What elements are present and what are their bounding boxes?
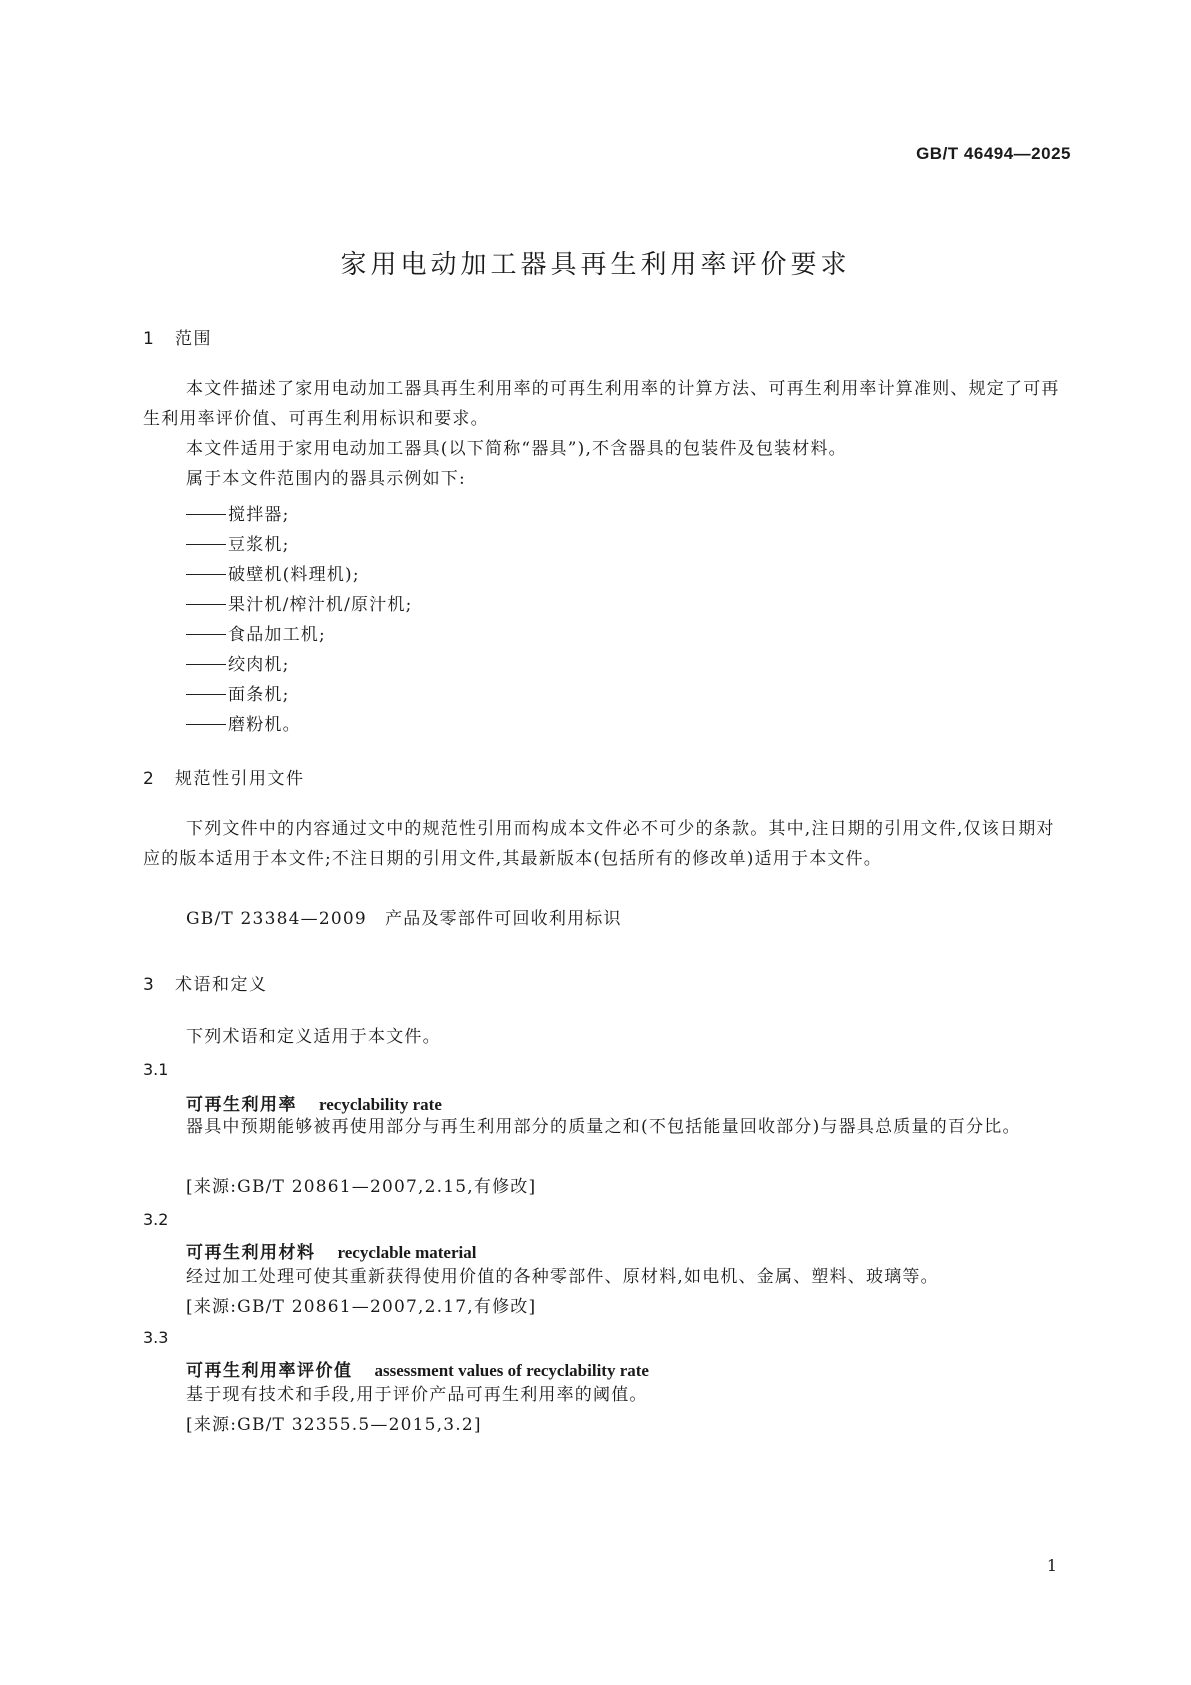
section-title: 术语和定义: [175, 975, 268, 995]
term-number: 3.2: [143, 1210, 169, 1229]
list-item: 搅拌器;: [186, 500, 290, 525]
section-1-paragraph-1: 本文件描述了家用电动加工器具再生利用率的可再生利用率的计算方法、可再生利用率计算准则、规定了可再生利用率评价值、可再生利用标识和要求。: [143, 379, 1060, 429]
section-2-paragraph: 下列文件中的内容通过文中的规范性引用而构成本文件必不可少的条款。其中,注日期的引用文件,仅该日期对应的版本适用于本文件;不注日期的引用文件,其最新版本(包括所有的修改单)适用于本文件。: [143, 819, 1055, 869]
section-number: 2: [143, 769, 156, 789]
term-source: [来源:GB/T 32355.5—2015,3.2]: [186, 1415, 482, 1435]
list-item: 面条机;: [186, 680, 290, 705]
section-1-paragraph-2: 本文件适用于家用电动加工器具(以下简称“器具”),不含器具的包装件及包装材料。: [186, 439, 847, 459]
term-en: recyclable material: [337, 1243, 477, 1262]
term-definition: 经过加工处理可使其重新获得使用价值的各种零部件、原材料,如电机、金属、塑料、玻璃等。: [186, 1267, 939, 1287]
section-title: 范围: [175, 329, 212, 349]
term-title: [186, 1238, 476, 1263]
term-zh: 可再生利用率评价值: [186, 1361, 353, 1381]
term-title: [186, 1356, 649, 1381]
term-zh: 可再生利用材料: [186, 1243, 316, 1263]
section-1-heading: [143, 324, 212, 349]
term-zh: 可再生利用率: [186, 1095, 297, 1115]
list-item: 磨粉机。: [186, 710, 301, 735]
list-item: 食品加工机;: [186, 620, 326, 645]
list-item: 果汁机/榨汁机/原汁机;: [186, 590, 413, 615]
term-number: 3.3: [143, 1328, 169, 1347]
standard-number: GB/T 46494—2025: [916, 144, 1071, 163]
normative-reference: GB/T 23384—2009 产品及零部件可回收利用标识: [186, 909, 622, 929]
term-source: [来源:GB/T 20861—2007,2.17,有修改]: [186, 1297, 537, 1317]
section-1-paragraph-3: 属于本文件范围内的器具示例如下:: [186, 469, 466, 489]
list-item: 破壁机(料理机);: [186, 560, 360, 585]
section-3-intro: 下列术语和定义适用于本文件。: [186, 1027, 441, 1047]
section-title: 规范性引用文件: [175, 769, 305, 789]
term-definition: 基于现有技术和手段,用于评价产品可再生利用率的阈值。: [186, 1385, 648, 1405]
section-number: 1: [143, 329, 156, 349]
term-en: recyclability rate: [319, 1095, 442, 1114]
term-definition: 器具中预期能够被再使用部分与再生利用部分的质量之和(不包括能量回收部分)与器具总质量的百分比。: [186, 1117, 1021, 1137]
term-number: 3.1: [143, 1060, 169, 1079]
section-number: 3: [143, 975, 156, 995]
section-2-heading: [143, 764, 305, 789]
document-title: 家用电动加工器具再生利用率评价要求: [340, 250, 851, 280]
list-item: 豆浆机;: [186, 530, 290, 555]
term-en: assessment values of recyclability rate: [374, 1361, 649, 1380]
section-3-heading: [143, 970, 268, 995]
term-source: [来源:GB/T 20861—2007,2.15,有修改]: [186, 1177, 537, 1197]
list-item: 绞肉机;: [186, 650, 290, 675]
page-number: 1: [1046, 1556, 1057, 1575]
